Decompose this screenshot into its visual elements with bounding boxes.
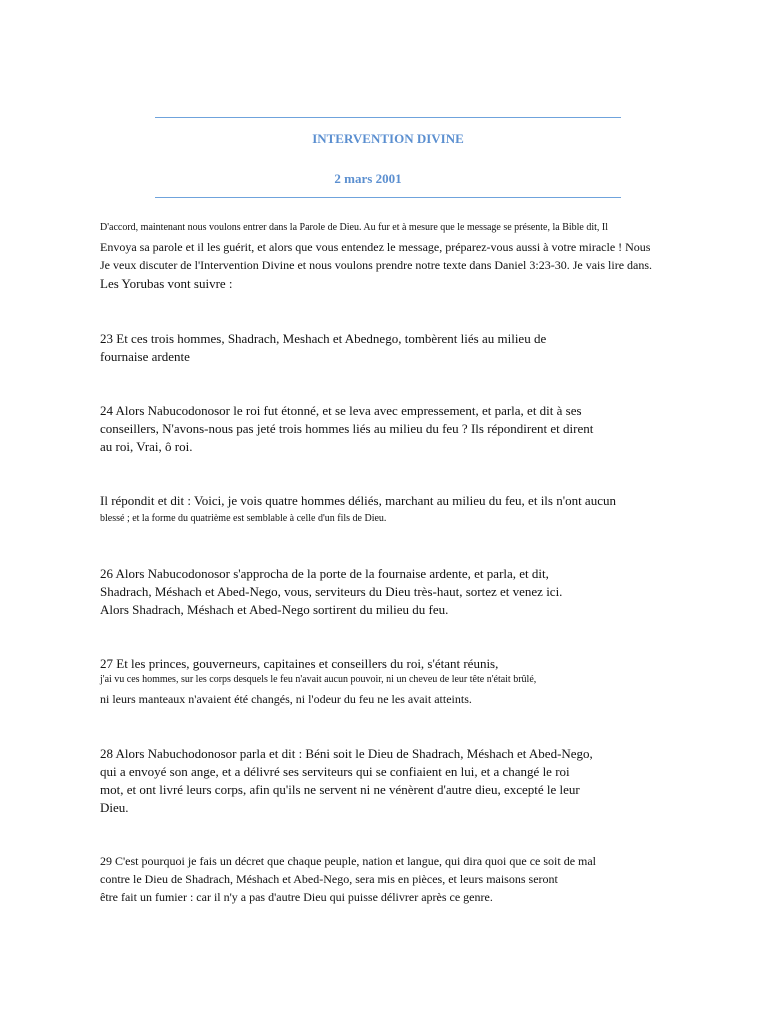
text-line: Envoya sa parole et il les guérit, et alors que vous entendez le message, préparez-vous aussi à votre miracle ! Nous	[100, 240, 651, 254]
text-line: mot, et ont livré leurs corps, afin qu'ils ne servent ni ne vénèrent d'autre dieu, excepté le leur	[100, 782, 580, 797]
header-rule-bottom	[155, 197, 621, 198]
text-line: qui a envoyé son ange, et a délivré ses serviteurs qui se confiaient en lui, et a changé le roi	[100, 764, 570, 779]
text-line: D'accord, maintenant nous voulons entrer dans la Parole de Dieu. Au fur et à mesure que le message se présente, la Bible dit, Il	[100, 222, 609, 233]
text-line: au roi, Vrai, ô roi.	[100, 439, 193, 454]
text-line: 23 Et ces trois hommes, Shadrach, Meshach et Abednego, tombèrent liés au milieu de	[100, 331, 547, 346]
text-line: Shadrach, Méshach et Abed-Nego, vous, serviteurs du Dieu très-haut, sortez et venez ici.	[100, 584, 563, 599]
text-line: 29 C'est pourquoi je fais un décret que chaque peuple, nation et langue, qui dira quoi que ce soit de mal	[100, 854, 597, 868]
text-line: ni leurs manteaux n'avaient été changés, ni l'odeur du feu ne les avait atteints.	[100, 692, 472, 706]
text-line: Les Yorubas vont suivre :	[100, 276, 233, 291]
text-line: blessé ; et la forme du quatrième est semblable à celle d'un fils de Dieu.	[100, 513, 387, 524]
document-title: INTERVENTION DIVINE	[312, 131, 464, 146]
text-line: Il répondit et dit : Voici, je vois quatre hommes déliés, marchant au milieu du feu, et ils n'ont aucun	[100, 493, 616, 508]
text-line: 28 Alors Nabuchodonosor parla et dit : Béni soit le Dieu de Shadrach, Méshach et Abed-Nego,	[100, 746, 593, 761]
text-line: 27 Et les princes, gouverneurs, capitaines et conseillers du roi, s'étant réunis,	[100, 656, 499, 671]
text-line: 26 Alors Nabucodonosor s'approcha de la porte de la fournaise ardente, et parla, et dit,	[100, 566, 549, 581]
text-line: être fait un fumier : car il n'y a pas d'autre Dieu qui puisse délivrer après ce genre.	[100, 890, 493, 904]
text-line: contre le Dieu de Shadrach, Méshach et Abed-Nego, sera mis en pièces, et leurs maisons seront	[100, 872, 558, 886]
text-line: Dieu.	[100, 800, 129, 815]
header-rule-top	[155, 117, 621, 118]
text-line: j'ai vu ces hommes, sur les corps desquels le feu n'avait aucun pouvoir, ni un cheveu de leur tête n'était brûlé,	[100, 674, 537, 685]
text-line: Je veux discuter de l'Intervention Divine et nous voulons prendre notre texte dans Daniel 3:23-30. Je vais lire dans.	[100, 258, 653, 272]
text-line: conseillers, N'avons-nous pas jeté trois hommes liés au milieu du feu ? Ils répondirent et dirent	[100, 421, 594, 436]
text-line: Alors Shadrach, Méshach et Abed-Nego sortirent du milieu du feu.	[100, 602, 449, 617]
text-line: fournaise ardente	[100, 349, 190, 364]
document-date: 2 mars 2001	[334, 171, 402, 186]
text-line: 24 Alors Nabucodonosor le roi fut étonné, et se leva avec empressement, et parla, et dit à ses	[100, 403, 582, 418]
